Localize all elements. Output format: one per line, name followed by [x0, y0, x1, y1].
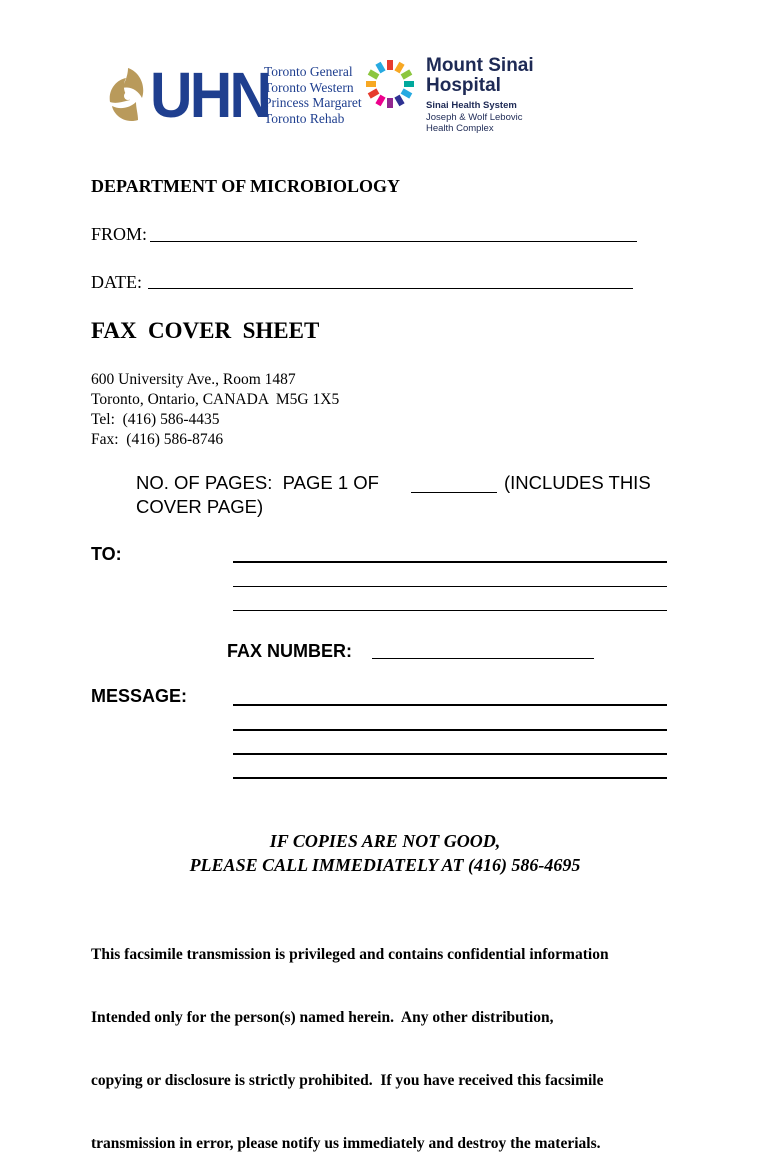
copies-notice	[0, 829, 770, 877]
page-title: FAX COVER SHEET	[91, 318, 320, 343]
mount-sinai-name-line: Hospital	[426, 75, 501, 96]
to-field-line-3[interactable]	[233, 610, 667, 611]
pages-count-suffix: (INCLUDES THIS	[504, 472, 651, 493]
mount-sinai-logo	[360, 52, 560, 138]
message-label: MESSAGE:	[91, 686, 188, 706]
address-line: Toronto, Ontario, CANADA M5G 1X5	[91, 391, 340, 408]
disclaimer-line: Intended only for the person(s) named herein. Any other distribution,	[91, 1009, 554, 1026]
date-field[interactable]	[148, 288, 633, 289]
uhn-logo	[104, 52, 362, 138]
uhn-hospital-name: Princess Margaret	[264, 95, 362, 110]
disclaimer-line: copying or disclosure is strictly prohibited. If you have received this facsimile	[91, 1072, 604, 1089]
from-field[interactable]	[150, 241, 637, 242]
from-label: FROM:	[91, 224, 148, 244]
to-field-line-2[interactable]	[233, 586, 667, 587]
mount-sinai-star-icon	[362, 56, 418, 112]
cover-page-note: COVER PAGE)	[136, 496, 264, 517]
uhn-hospital-name: Toronto Western	[264, 79, 354, 95]
sinai-health-system: Sinai Health System	[426, 100, 517, 111]
copies-notice-line: IF COPIES ARE NOT GOOD,	[269, 831, 501, 851]
message-field-line-1[interactable]	[233, 704, 667, 706]
fax-number-field[interactable]	[372, 658, 594, 659]
telephone: Tel: (416) 586-4435	[91, 411, 220, 428]
mount-sinai-name-line: Mount Sinai	[426, 55, 534, 76]
pages-count-prefix: NO. OF PAGES: PAGE 1 OF	[136, 472, 379, 493]
address-block	[91, 370, 339, 450]
to-label: TO:	[91, 544, 122, 564]
uhn-hospital-list	[264, 64, 362, 126]
confidentiality-disclaimer	[91, 902, 609, 1175]
lebovic-complex-line: Health Complex	[426, 123, 494, 134]
disclaimer-line: transmission in error, please notify us immediately and destroy the materials.	[91, 1135, 601, 1152]
message-field-line-2[interactable]	[233, 729, 667, 731]
message-field-line-3[interactable]	[233, 753, 667, 755]
department-heading: DEPARTMENT OF MICROBIOLOGY	[91, 176, 401, 196]
mount-sinai-name	[426, 56, 534, 96]
copies-notice-line: PLEASE CALL IMMEDIATELY AT (416) 586-4695	[189, 855, 581, 875]
address-line: 600 University Ave., Room 1487	[91, 371, 296, 388]
uhn-emblem-icon	[104, 62, 152, 132]
date-label: DATE:	[91, 272, 142, 292]
page-count-field[interactable]	[411, 492, 497, 493]
fax-number: Fax: (416) 586-8746	[91, 431, 224, 448]
uhn-hospital-name: Toronto General	[264, 64, 353, 79]
to-field-line-1[interactable]	[233, 561, 667, 563]
disclaimer-line: This facsimile transmission is privileged and contains confidential information	[91, 946, 609, 963]
uhn-hospital-name: Toronto Rehab	[264, 110, 345, 126]
fax-number-label: FAX NUMBER:	[227, 641, 352, 661]
lebovic-health-complex	[426, 112, 522, 134]
lebovic-complex-line: Joseph & Wolf Lebovic	[426, 112, 523, 123]
message-field-line-4[interactable]	[233, 777, 667, 779]
uhn-wordmark: UHN	[150, 59, 270, 131]
